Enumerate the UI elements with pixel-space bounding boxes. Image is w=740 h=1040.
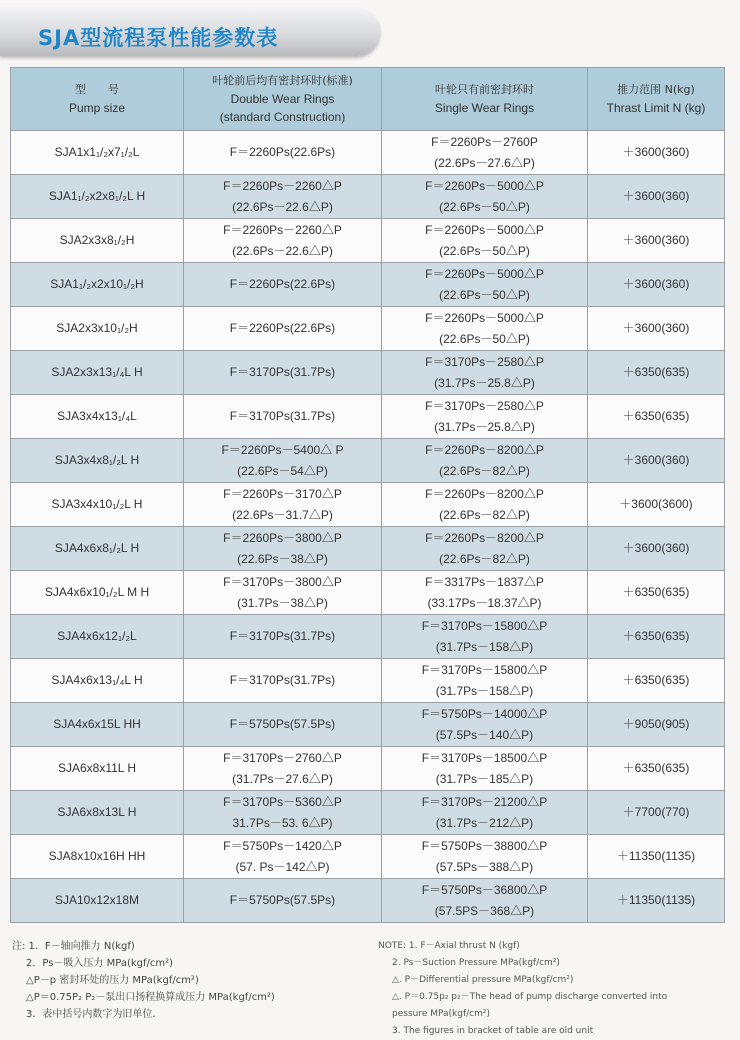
pump-size-value: SJA4x6x12₁/₂L — [57, 629, 137, 643]
double-wear-rings-cell — [184, 747, 382, 791]
thrust-value: ＋6350(635) — [622, 673, 690, 687]
pump-size-value: SJA3x4x13₁/₄L — [57, 409, 137, 423]
note-line: NOTE: 1. F－Axial thrust N (kgf) — [378, 941, 520, 951]
double-formula-line: F＝2260Ps－3170△P — [223, 486, 342, 501]
double-formula-line: F＝2260Ps－2260△P — [223, 222, 342, 237]
thrust-limit-cell — [588, 219, 725, 263]
table-row — [11, 747, 725, 791]
double-wear-rings-cell — [184, 615, 382, 659]
double-formula-line: F＝3170Ps－2760△P — [223, 750, 342, 765]
single-wear-rings-cell — [382, 615, 588, 659]
single-wear-rings-cell — [382, 571, 588, 615]
double-wear-rings-cell — [184, 395, 382, 439]
table-row — [11, 175, 725, 219]
double-wear-rings-cell — [184, 835, 382, 879]
thrust-value: ＋3600(360) — [622, 453, 690, 467]
table-body — [11, 131, 725, 923]
table-row — [11, 527, 725, 571]
double-formula-line: F＝2260Ps(22.6Ps) — [229, 321, 336, 335]
notes-english — [378, 938, 733, 1040]
single-formula-line: (57.5PS－368△P) — [434, 903, 535, 918]
pump-size-cell — [11, 571, 184, 615]
single-formula-line: (57.5Ps－388△P) — [435, 859, 534, 874]
single-formula-line: (22.6Ps－50△P) — [439, 243, 530, 258]
table-row — [11, 615, 725, 659]
single-formula-line: F＝2260Ps－8200△P — [425, 486, 544, 501]
single-wear-rings-cell — [382, 659, 588, 703]
single-formula-line: F＝2260Ps－5000△P — [425, 266, 544, 281]
single-formula-line: F＝2260Ps－8200△P — [425, 442, 544, 457]
double-formula-line: (22.6Ps－38△P) — [237, 551, 328, 566]
table-row — [11, 879, 725, 923]
single-formula-line: F＝3170Ps－15800△P — [421, 618, 548, 633]
single-formula-line: (31.7Ps－212△P) — [435, 815, 534, 830]
pump-size-value: SJA6x8x11L H — [57, 761, 137, 775]
single-formula-line: (22.6Ps－82△P) — [439, 507, 530, 522]
double-wear-rings-cell — [184, 571, 382, 615]
header-thrust-en: Thrast Limit N (kg) — [606, 101, 706, 115]
thrust-limit-cell — [588, 527, 725, 571]
double-formula-line: 31.7Ps－53. 6△P) — [232, 815, 333, 830]
title-bar — [0, 8, 380, 56]
single-formula-line: F＝5750Ps－36800△P — [421, 882, 548, 897]
single-wear-rings-cell — [382, 131, 588, 175]
single-formula-line: (33.17Ps－18.37△P) — [427, 595, 542, 610]
pump-size-value: SJA4x6x15L HH — [53, 717, 141, 731]
double-formula-line: (22.6Ps－22.6△P) — [232, 243, 333, 258]
header-double-en2: (standard Construction) — [219, 110, 346, 124]
double-formula-line: F＝2260Ps－5400△ P — [221, 442, 344, 457]
double-formula-line: F＝2260Ps(22.6Ps) — [229, 145, 336, 159]
note-line: 3. The figures in bracket of table are old unit — [392, 1026, 594, 1036]
header-pump-size-cn: 型 号 — [75, 83, 119, 96]
table-row — [11, 131, 725, 175]
note-line: 3．表中括号内数字为旧单位. — [26, 1009, 156, 1020]
note-line: 2．Ps－吸入压力 MPa(kgf/cm²) — [26, 958, 174, 969]
single-formula-line: (31.7Ps－158△P) — [435, 639, 534, 654]
pump-size-cell — [11, 835, 184, 879]
double-wear-rings-cell — [184, 527, 382, 571]
table-row — [11, 351, 725, 395]
single-formula-line: (31.7Ps－25.8△P) — [434, 375, 535, 390]
header-double-wear-rings — [184, 68, 382, 131]
single-formula-line: F＝3317Ps－1837△P — [425, 574, 544, 589]
pump-size-value: SJA4x6x10₁/₂L M H — [44, 585, 150, 599]
double-formula-line: F＝3170Ps－5360△P — [223, 794, 342, 809]
thrust-value: ＋3600(360) — [622, 541, 690, 555]
single-formula-line: F＝3170Ps－2580△P — [425, 354, 544, 369]
double-formula-line: F＝3170Ps－3800△P — [223, 574, 342, 589]
single-formula-line: (22.6Ps－82△P) — [439, 551, 530, 566]
header-thrust-limit — [588, 68, 725, 131]
thrust-value: ＋3600(360) — [622, 277, 690, 291]
note-line: pessure MPa(kgf/cm²) — [392, 1009, 491, 1019]
single-formula-line: (22.6Ps－50△P) — [439, 287, 530, 302]
double-wear-rings-cell — [184, 659, 382, 703]
double-formula-line: F＝3170Ps(31.7Ps) — [229, 673, 336, 687]
table-row — [11, 791, 725, 835]
single-wear-rings-cell — [382, 835, 588, 879]
double-formula-line: (31.7Ps－38△P) — [237, 595, 328, 610]
thrust-limit-cell — [588, 747, 725, 791]
single-formula-line: F＝2260Ps－5000△P — [425, 178, 544, 193]
thrust-limit-cell — [588, 263, 725, 307]
note-line: 注: 1．F－轴向推力 N(kgf) — [12, 941, 135, 952]
pump-size-cell — [11, 263, 184, 307]
single-formula-line: (31.7Ps－185△P) — [435, 771, 534, 786]
thrust-value: ＋3600(360) — [622, 145, 690, 159]
performance-table — [10, 67, 725, 923]
thrust-limit-cell — [588, 395, 725, 439]
single-wear-rings-cell — [382, 219, 588, 263]
thrust-value: ＋3600(360) — [622, 321, 690, 335]
single-wear-rings-cell — [382, 703, 588, 747]
thrust-value: ＋3600(360) — [622, 233, 690, 247]
table-row — [11, 703, 725, 747]
thrust-limit-cell — [588, 703, 725, 747]
single-wear-rings-cell — [382, 439, 588, 483]
table-row — [11, 307, 725, 351]
header-pump-size — [11, 68, 184, 131]
table-row — [11, 219, 725, 263]
thrust-limit-cell — [588, 483, 725, 527]
thrust-value: ＋11350(1135) — [616, 893, 696, 907]
table-row — [11, 483, 725, 527]
thrust-value: ＋6350(635) — [622, 629, 690, 643]
pump-size-cell — [11, 307, 184, 351]
table-row — [11, 835, 725, 879]
header-pump-size-en: Pump size — [68, 101, 126, 115]
thrust-value: ＋6350(635) — [622, 409, 690, 423]
pump-size-value: SJA2x3x13₁/₄L H — [51, 365, 143, 379]
single-formula-line: (22.6Ps－82△P) — [439, 463, 530, 478]
thrust-value: ＋6350(635) — [622, 761, 690, 775]
header-double-cn: 叶轮前后均有密封环时(标准) — [212, 74, 353, 87]
thrust-limit-cell — [588, 835, 725, 879]
double-wear-rings-cell — [184, 263, 382, 307]
single-wear-rings-cell — [382, 351, 588, 395]
pump-size-cell — [11, 703, 184, 747]
double-formula-line: (57. Ps－142△P) — [235, 859, 330, 874]
pump-size-value: SJA1₁/₂x2x8₁/₂L H — [48, 189, 146, 203]
double-wear-rings-cell — [184, 483, 382, 527]
table-header-row — [11, 68, 725, 131]
thrust-value: ＋7700(770) — [622, 805, 690, 819]
thrust-limit-cell — [588, 131, 725, 175]
pump-size-value: SJA1x1₁/₂x7₁/₂L — [54, 145, 140, 159]
header-single-en: Single Wear Rings — [434, 101, 535, 115]
single-formula-line: F＝2260Ps－5000△P — [425, 222, 544, 237]
single-formula-line: (22.6Ps－50△P) — [439, 331, 530, 346]
thrust-limit-cell — [588, 791, 725, 835]
thrust-limit-cell — [588, 659, 725, 703]
page-title: SJA型流程泵性能参数表 — [38, 26, 279, 50]
double-formula-line: (22.6Ps－31.7△P) — [232, 507, 333, 522]
pump-size-cell — [11, 395, 184, 439]
double-wear-rings-cell — [184, 351, 382, 395]
header-single-cn: 叶轮只有前密封环时 — [435, 83, 534, 96]
header-thrust-cn: 推力范围 N(kg) — [617, 83, 695, 96]
pump-size-cell — [11, 351, 184, 395]
thrust-limit-cell — [588, 615, 725, 659]
notes-chinese — [12, 938, 367, 1023]
single-wear-rings-cell — [382, 395, 588, 439]
thrust-limit-cell — [588, 571, 725, 615]
table-row — [11, 659, 725, 703]
single-formula-line: (22.6Ps－50△P) — [439, 199, 530, 214]
double-wear-rings-cell — [184, 307, 382, 351]
single-formula-line: (31.7Ps－158△P) — [435, 683, 534, 698]
thrust-limit-cell — [588, 307, 725, 351]
table-row — [11, 439, 725, 483]
double-wear-rings-cell — [184, 791, 382, 835]
pump-size-cell — [11, 615, 184, 659]
double-wear-rings-cell — [184, 219, 382, 263]
pump-size-value: SJA1₁/₂x2x10₁/₂H — [50, 277, 144, 291]
single-formula-line: F＝3170Ps－21200△P — [421, 794, 548, 809]
pump-size-value: SJA8x10x16H HH — [48, 849, 146, 863]
single-wear-rings-cell — [382, 483, 588, 527]
pump-size-value: SJA2x3x8₁/₂H — [59, 233, 135, 247]
single-formula-line: F＝2260Ps－8200△P — [425, 530, 544, 545]
table-row — [11, 263, 725, 307]
header-single-wear-rings — [382, 68, 588, 131]
double-formula-line: F＝3170Ps(31.7Ps) — [229, 629, 336, 643]
double-wear-rings-cell — [184, 703, 382, 747]
pump-size-cell — [11, 659, 184, 703]
pump-size-value: SJA6x8x13L H — [57, 805, 137, 819]
double-formula-line: F＝2260Ps(22.6Ps) — [229, 277, 336, 291]
pump-size-value: SJA10x12x18M — [54, 893, 140, 907]
note-line: 2. Ps－Suction Pressure MPa(kgf/cm²) — [392, 958, 560, 968]
thrust-value: ＋6350(635) — [622, 365, 690, 379]
double-formula-line: (22.6Ps－54△P) — [237, 463, 328, 478]
double-formula-line: F＝5750Ps(57.5Ps) — [229, 717, 336, 731]
thrust-limit-cell — [588, 439, 725, 483]
pump-size-value: SJA4x6x8₁/₂L H — [54, 541, 140, 555]
pump-size-cell — [11, 747, 184, 791]
double-wear-rings-cell — [184, 879, 382, 923]
thrust-value: ＋3600(3600) — [619, 497, 693, 511]
single-formula-line: F＝5750Ps－14000△P — [421, 706, 548, 721]
table-row — [11, 571, 725, 615]
double-formula-line: F＝3170Ps(31.7Ps) — [229, 365, 336, 379]
pump-size-cell — [11, 131, 184, 175]
single-wear-rings-cell — [382, 747, 588, 791]
double-formula-line: F＝5750Ps－1420△P — [223, 838, 342, 853]
note-line: △P＝0.75P₂ P₂－泵出口扬程换算成压力 MPa(kgf/cm²) — [26, 992, 275, 1003]
note-line: △. P＝0.75p₂ p₂－The head of pump discharge converted into — [392, 992, 668, 1002]
single-wear-rings-cell — [382, 175, 588, 219]
double-formula-line: (22.6Ps－22.6△P) — [232, 199, 333, 214]
double-formula-line: F＝2260Ps－3800△P — [223, 530, 342, 545]
thrust-limit-cell — [588, 175, 725, 219]
pump-size-cell — [11, 483, 184, 527]
pump-size-cell — [11, 219, 184, 263]
single-wear-rings-cell — [382, 263, 588, 307]
double-formula-line: (31.7Ps－27.6△P) — [232, 771, 333, 786]
note-line: △. P－Differential pressure MPa(kgf/cm²) — [392, 975, 574, 985]
thrust-limit-cell — [588, 879, 725, 923]
note-line: △P－p 密封环处的压力 MPa(kgf/cm²) — [26, 975, 199, 986]
single-wear-rings-cell — [382, 791, 588, 835]
table-row — [11, 395, 725, 439]
thrust-limit-cell — [588, 351, 725, 395]
pump-size-cell — [11, 175, 184, 219]
thrust-value: ＋9050(905) — [622, 717, 690, 731]
single-formula-line: (31.7Ps－25.8△P) — [434, 419, 535, 434]
single-wear-rings-cell — [382, 879, 588, 923]
double-wear-rings-cell — [184, 175, 382, 219]
single-formula-line: F＝2260Ps－2760P — [431, 134, 538, 149]
pump-size-cell — [11, 879, 184, 923]
thrust-value: ＋6350(635) — [622, 585, 690, 599]
double-formula-line: F＝2260Ps－2260△P — [223, 178, 342, 193]
single-formula-line: F＝3170Ps－2580△P — [425, 398, 544, 413]
pump-size-value: SJA4x6x13₁/₄L H — [51, 673, 143, 687]
single-formula-line: (57.5Ps－140△P) — [435, 727, 534, 742]
pump-size-cell — [11, 791, 184, 835]
single-formula-line: (22.6Ps－27.6△P) — [434, 155, 535, 170]
double-formula-line: F＝5750Ps(57.5Ps) — [229, 893, 336, 907]
single-formula-line: F＝5750Ps－38800△P — [421, 838, 548, 853]
pump-size-cell — [11, 527, 184, 571]
single-wear-rings-cell — [382, 527, 588, 571]
single-wear-rings-cell — [382, 307, 588, 351]
single-formula-line: F＝3170Ps－15800△P — [421, 662, 548, 677]
single-formula-line: F＝2260Ps－5000△P — [425, 310, 544, 325]
double-wear-rings-cell — [184, 439, 382, 483]
double-formula-line: F＝3170Ps(31.7Ps) — [229, 409, 336, 423]
thrust-value: ＋3600(360) — [622, 189, 690, 203]
pump-size-value: SJA3x4x8₁/₂L H — [54, 453, 140, 467]
thrust-value: ＋11350(1135) — [616, 849, 696, 863]
pump-size-value: SJA3x4x10₁/₂L H — [51, 497, 143, 511]
pump-size-cell — [11, 439, 184, 483]
double-wear-rings-cell — [184, 131, 382, 175]
single-formula-line: F＝3170Ps－18500△P — [421, 750, 548, 765]
pump-size-value: SJA2x3x10₁/₂H — [56, 321, 138, 335]
header-double-en1: Double Wear Rings — [230, 92, 335, 106]
